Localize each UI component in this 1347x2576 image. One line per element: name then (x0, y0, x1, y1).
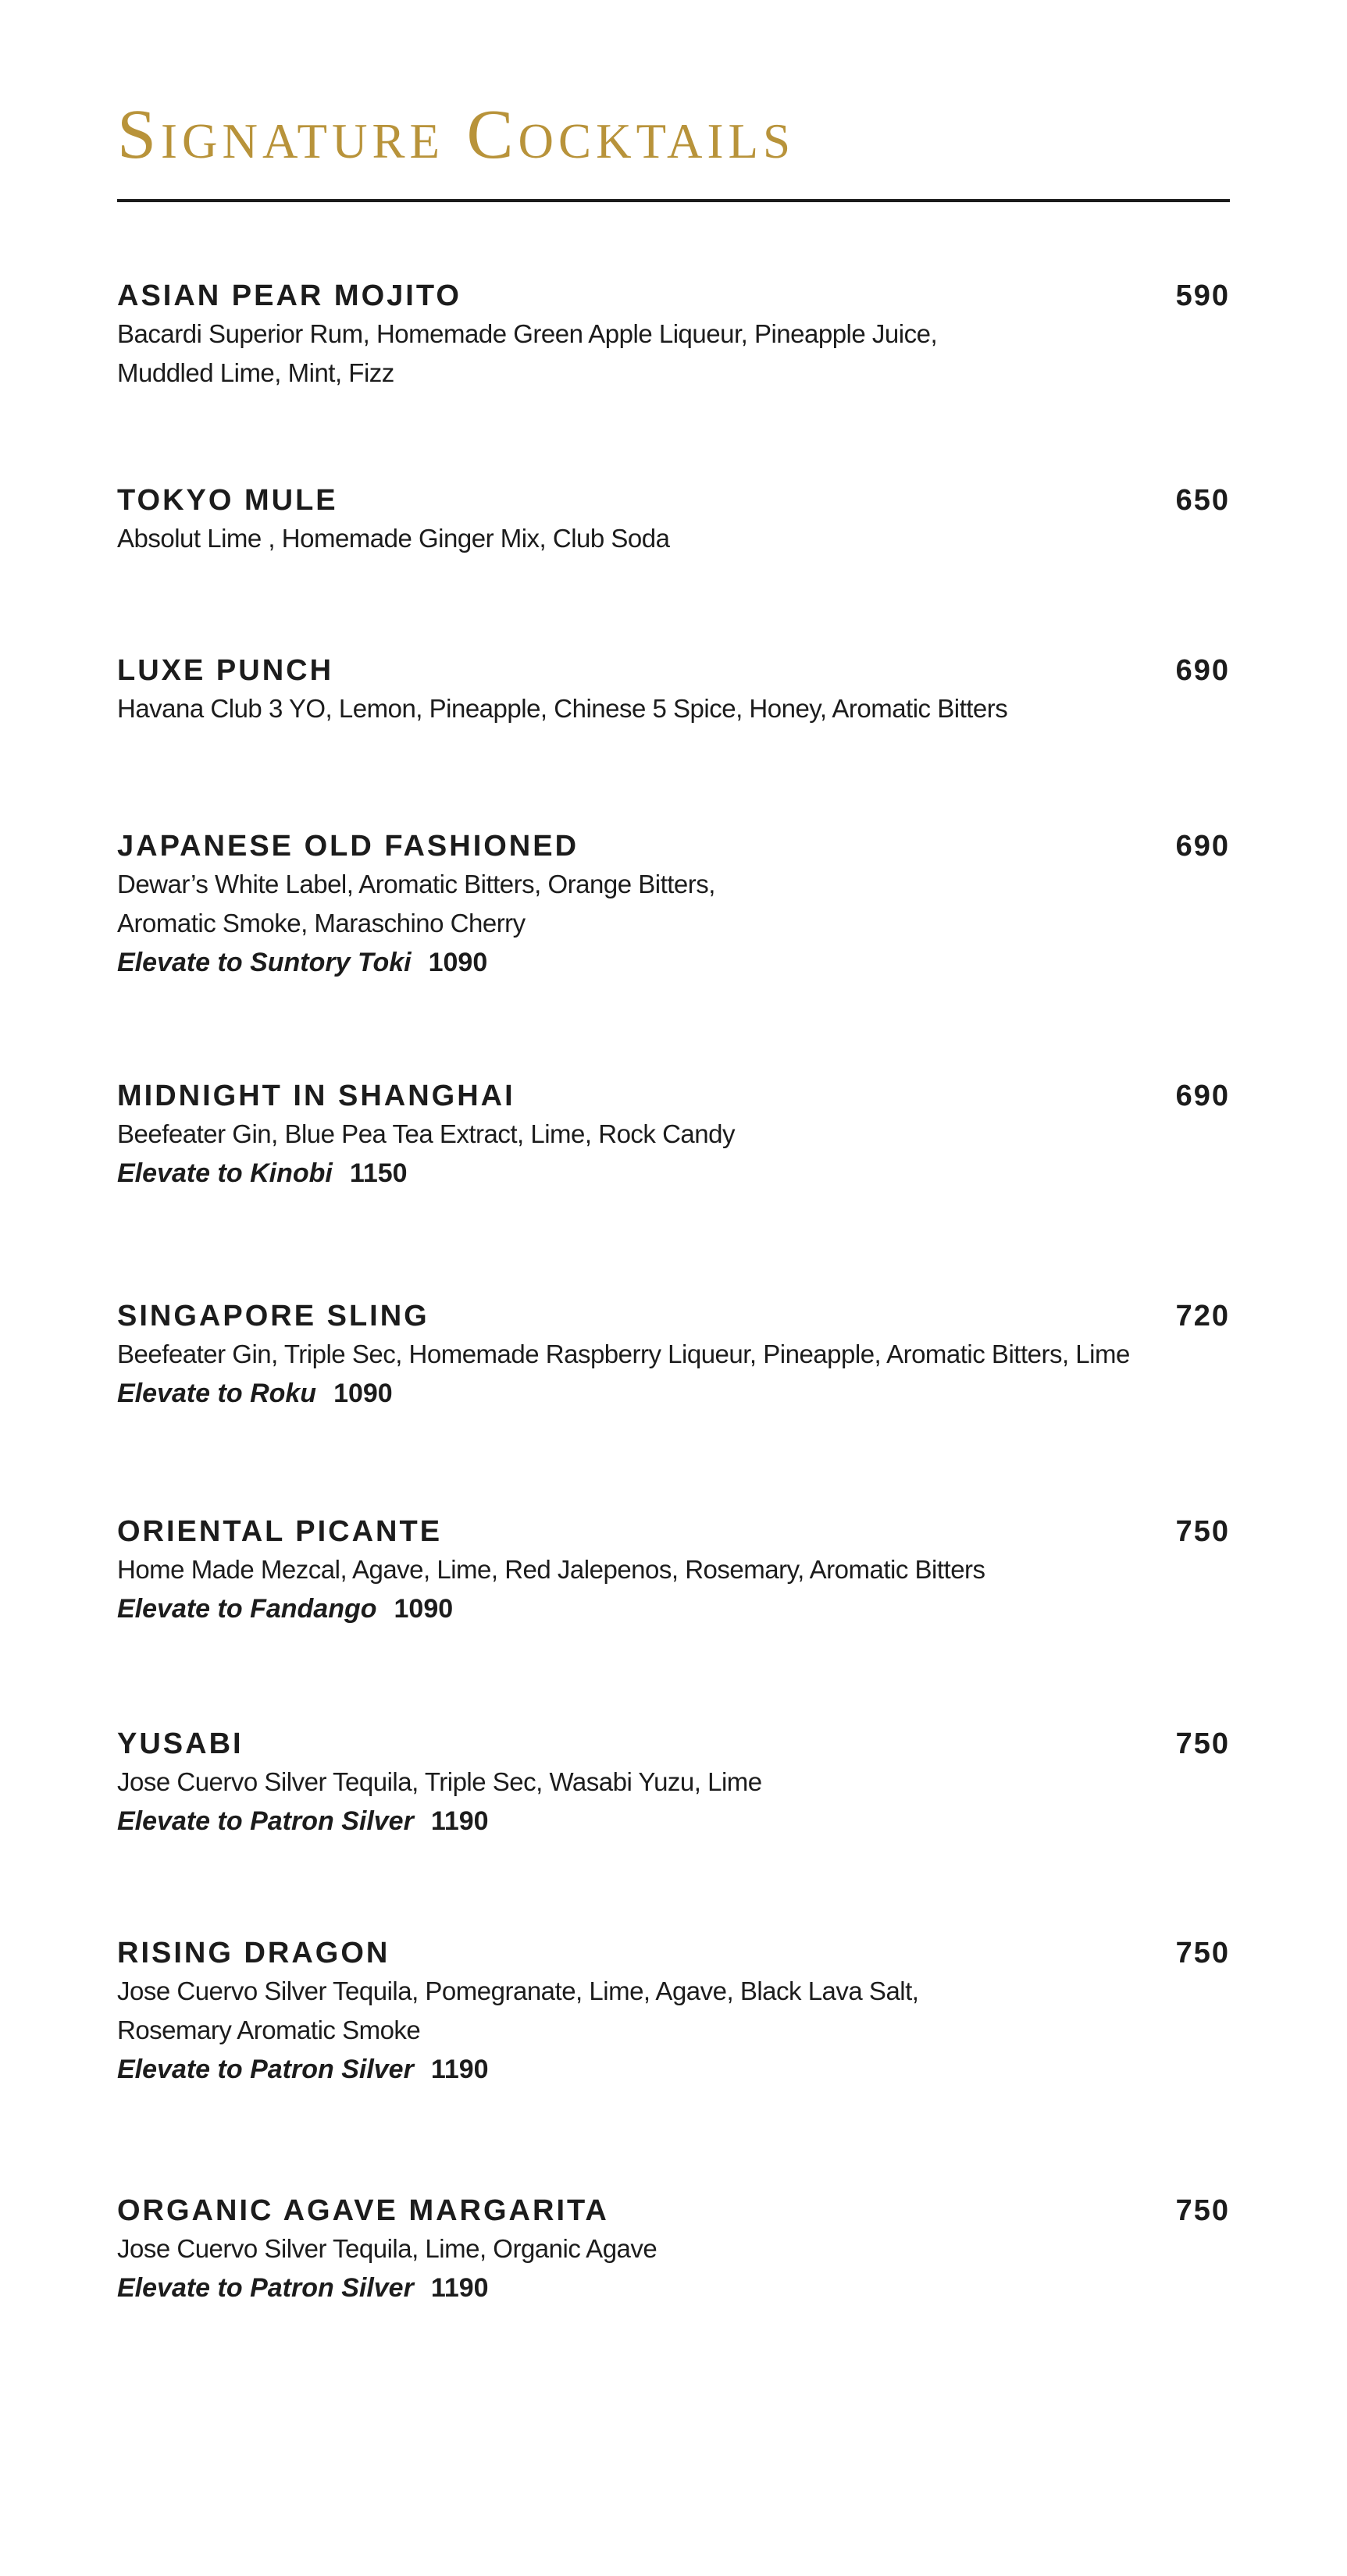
elevate-label: Elevate to Roku (117, 1379, 317, 1408)
menu-item (117, 1077, 1230, 1193)
menu-item (117, 652, 1230, 728)
menu-item (117, 1725, 1230, 1841)
elevate-price: 1090 (394, 1594, 454, 1624)
item-price: 650 (1175, 484, 1230, 517)
item-description-line: Havana Club 3 YO, Lemon, Pineapple, Chinese 5 Spice, Honey, Aromatic Bitters (117, 694, 1008, 723)
item-price: 720 (1175, 1300, 1230, 1332)
elevate-price: 1190 (430, 2055, 489, 2084)
item-description-line: Bacardi Superior Rum, Homemade Green Apple Liqueur, Pineapple Juice, (117, 319, 938, 348)
item-description-line: Dewar’s White Label, Aromatic Bitters, Orange Bitters, (117, 870, 715, 898)
elevate-label: Elevate to Patron Silver (117, 2273, 414, 2303)
elevate-price: 1090 (428, 948, 488, 977)
elevate-option (117, 1154, 1230, 1193)
elevate-option (117, 2268, 1230, 2307)
elevate-label: Elevate to Kinobi (117, 1158, 333, 1188)
item-description-line: Rosemary Aromatic Smoke (117, 2016, 421, 2044)
item-price: 690 (1175, 1080, 1230, 1112)
menu-item (117, 1934, 1230, 2089)
menu-item (117, 2192, 1230, 2307)
item-description-line: Beefeater Gin, Blue Pea Tea Extract, Lime, Rock Candy (117, 1119, 735, 1148)
elevate-option (117, 1589, 1230, 1628)
menu-item (117, 482, 1230, 558)
elevate-label: Elevate to Patron Silver (117, 2055, 414, 2084)
item-description-line: Muddled Lime, Mint, Fizz (117, 358, 394, 387)
item-description-line: Jose Cuervo Silver Tequila, Triple Sec, Wasabi Yuzu, Lime (117, 1767, 762, 1796)
elevate-label: Elevate to Suntory Toki (117, 948, 412, 977)
item-description-line: Jose Cuervo Silver Tequila, Pomegranate, Lime, Agave, Black Lava Salt, (117, 1976, 919, 2005)
elevate-price: 1150 (349, 1158, 408, 1188)
item-name: ASIAN PEAR MOJITO (117, 279, 461, 312)
elevate-price: 1190 (430, 1806, 489, 1836)
title-divider (117, 199, 1230, 202)
menu-title: Signature Cocktails (117, 96, 796, 173)
item-name: LUXE PUNCH (117, 654, 334, 687)
item-name: MIDNIGHT IN SHANGHAI (117, 1080, 515, 1112)
menu-item (117, 827, 1230, 982)
item-name: SINGAPORE SLING (117, 1300, 429, 1332)
item-description-line: Home Made Mezcal, Agave, Lime, Red Jalepenos, Rosemary, Aromatic Bitters (117, 1555, 985, 1584)
menu-item (117, 1513, 1230, 1628)
item-name: JAPANESE OLD FASHIONED (117, 830, 579, 863)
item-name: TOKYO MULE (117, 484, 338, 517)
item-price: 590 (1175, 279, 1230, 312)
item-name: YUSABI (117, 1727, 244, 1760)
item-price: 690 (1175, 654, 1230, 687)
item-price: 750 (1175, 2194, 1230, 2227)
item-price: 750 (1175, 1515, 1230, 1548)
menu-item (117, 277, 1230, 393)
item-price: 690 (1175, 830, 1230, 863)
elevate-option (117, 1802, 1230, 1841)
elevate-option (117, 2050, 1230, 2089)
elevate-option (117, 1374, 1230, 1413)
elevate-label: Elevate to Fandango (117, 1594, 377, 1624)
item-price: 750 (1175, 1727, 1230, 1760)
item-name: ORIENTAL PICANTE (117, 1515, 443, 1548)
item-description-line: Absolut Lime , Homemade Ginger Mix, Club Soda (117, 524, 670, 553)
menu-item (117, 1297, 1230, 1413)
item-price: 750 (1175, 1937, 1230, 1969)
elevate-label: Elevate to Patron Silver (117, 1806, 414, 1836)
item-name: RISING DRAGON (117, 1937, 390, 1969)
item-name: ORGANIC AGAVE MARGARITA (117, 2194, 609, 2227)
item-description-line: Beefeater Gin, Triple Sec, Homemade Raspberry Liqueur, Pineapple, Aromatic Bitters, Lime (117, 1340, 1130, 1368)
elevate-option (117, 943, 1230, 982)
elevate-price: 1090 (333, 1379, 393, 1408)
elevate-price: 1190 (430, 2273, 489, 2303)
item-description-line: Jose Cuervo Silver Tequila, Lime, Organic Agave (117, 2234, 657, 2263)
item-description-line: Aromatic Smoke, Maraschino Cherry (117, 909, 526, 938)
